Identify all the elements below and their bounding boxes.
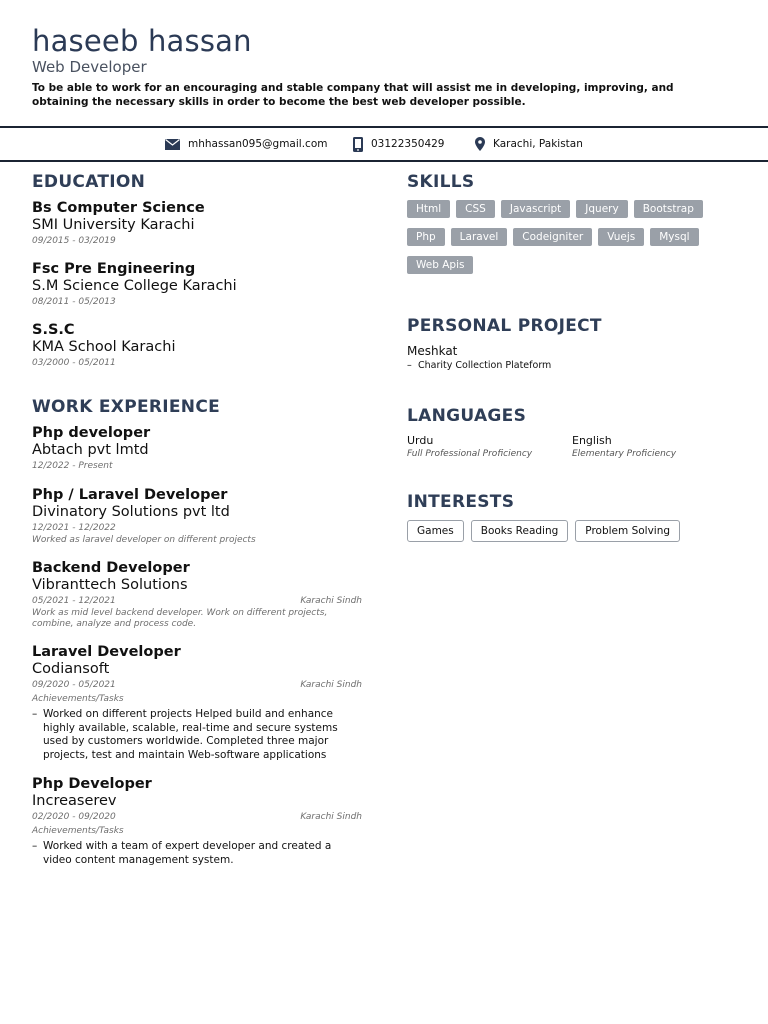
section-heading: INTERESTS <box>407 492 515 512</box>
job-entry <box>32 776 362 867</box>
job-title: Laravel Developer <box>32 644 181 660</box>
dates: 12/2021 - 12/2022 <box>32 523 116 533</box>
language-entry <box>407 434 572 460</box>
skill-tag: Bootstrap <box>634 200 703 218</box>
skill-tag: Web Apis <box>407 256 473 274</box>
interests-section <box>407 492 737 542</box>
achievements-label: Achievements/Tasks <box>32 694 124 704</box>
language-level: Full Professional Proficiency <box>407 449 533 459</box>
project-section <box>407 316 737 372</box>
section-heading: EDUCATION <box>32 172 146 192</box>
section-heading: PERSONAL PROJECT <box>407 316 602 336</box>
interest-chip: Books Reading <box>471 520 569 542</box>
interests-list <box>407 520 737 542</box>
skill-tag: Codeigniter <box>513 228 592 246</box>
project-name: Meshkat <box>407 344 458 358</box>
objective-text: To be able to work for an encouraging and stable company that will assist me in developing, improving, and obtaining the necessary skills in order to become the best web developer possible. <box>32 82 674 108</box>
skill-tag: CSS <box>456 200 495 218</box>
dates-row <box>32 810 362 824</box>
project-description <box>407 359 737 372</box>
job-title: Php developer <box>32 425 151 441</box>
job-location: Karachi Sindh <box>300 680 362 690</box>
achievement-item <box>32 840 362 867</box>
section-heading: LANGUAGES <box>407 406 527 426</box>
skill-tag: Jquery <box>576 200 627 218</box>
dates: 12/2022 - Present <box>32 461 113 471</box>
skill-tag: Javascript <box>501 200 570 218</box>
candidate-name: haseeb hassan <box>32 24 252 58</box>
contact-location <box>475 136 583 152</box>
section-heading: WORK EXPERIENCE <box>32 397 221 417</box>
education-entry <box>32 200 362 248</box>
work-section <box>32 397 362 867</box>
location-text: Karachi, Pakistan <box>493 138 583 150</box>
job-role: Web Developer <box>32 58 147 76</box>
achievements-label: Achievements/Tasks <box>32 826 124 836</box>
dates: 09/2015 - 03/2019 <box>32 236 116 246</box>
job-location: Karachi Sindh <box>300 812 362 822</box>
achievement-item <box>32 708 362 762</box>
school: S.M Science College Karachi <box>32 278 237 294</box>
phone-text: 03122350429 <box>371 138 445 150</box>
dash-bullet: – <box>407 360 412 371</box>
skills-section <box>407 172 737 274</box>
dash-bullet: – <box>32 840 38 852</box>
job-description: Work as mid level backend developer. Work on different projects, combine, analyze and process code. <box>32 608 328 629</box>
contact-email[interactable] <box>165 136 327 152</box>
contact-phone[interactable] <box>353 136 445 152</box>
languages-list <box>407 434 737 460</box>
language-name: English <box>572 434 612 447</box>
school: KMA School Karachi <box>32 339 176 355</box>
dates: 02/2020 - 09/2020 <box>32 812 116 822</box>
skill-tag: Mysql <box>650 228 698 246</box>
envelope-icon <box>165 139 180 150</box>
job-title: Php Developer <box>32 776 152 792</box>
skill-tag: Vuejs <box>598 228 644 246</box>
interest-chip: Games <box>407 520 464 542</box>
divider <box>0 126 768 128</box>
job-title: Php / Laravel Developer <box>32 487 228 503</box>
language-name: Urdu <box>407 434 434 447</box>
right-column <box>407 172 737 542</box>
skill-tag: Html <box>407 200 450 218</box>
email-text: mhhassan095@gmail.com <box>188 138 328 150</box>
divider <box>0 160 768 162</box>
project-description-text: Charity Collection Plateform <box>418 360 552 371</box>
education-section <box>32 172 362 370</box>
school: SMI University Karachi <box>32 217 195 233</box>
skill-tag: Laravel <box>451 228 508 246</box>
section-heading: SKILLS <box>407 172 475 192</box>
dash-bullet: – <box>32 708 38 720</box>
dates: 08/2011 - 05/2013 <box>32 297 116 307</box>
job-entry <box>32 487 362 546</box>
job-description: Worked as laravel developer on different projects <box>32 535 256 545</box>
company: Abtach pvt lmtd <box>32 442 149 458</box>
map-pin-icon <box>475 137 485 151</box>
skills-tags <box>407 200 737 274</box>
dates-row <box>32 594 362 608</box>
education-entry <box>32 322 362 370</box>
dates: 05/2021 - 12/2021 <box>32 596 116 606</box>
job-entry <box>32 644 362 762</box>
languages-section <box>407 406 737 460</box>
degree: S.S.C <box>32 322 75 338</box>
achievement-text: Worked on different projects Helped build and enhance highly available, scalable, real-time and secure systems used by customers worldwide. Completed three major projects, test and maintain Web-software applications <box>43 708 338 761</box>
skill-tag: Php <box>407 228 445 246</box>
education-entry <box>32 261 362 309</box>
job-entry <box>32 425 362 473</box>
job-entry <box>32 560 362 630</box>
dates-row <box>32 678 362 692</box>
company: Divinatory Solutions pvt ltd <box>32 504 230 520</box>
company: Increaserev <box>32 793 117 809</box>
left-column <box>32 172 362 881</box>
interest-chip: Problem Solving <box>575 520 680 542</box>
company: Codiansoft <box>32 661 110 677</box>
dates: 09/2020 - 05/2021 <box>32 680 116 690</box>
achievement-text: Worked with a team of expert developer and created a video content management system. <box>43 840 332 866</box>
degree: Bs Computer Science <box>32 200 205 216</box>
company: Vibranttech Solutions <box>32 577 188 593</box>
degree: Fsc Pre Engineering <box>32 261 196 277</box>
language-entry <box>572 434 737 460</box>
job-title: Backend Developer <box>32 560 190 576</box>
language-level: Elementary Proficiency <box>572 449 677 459</box>
job-location: Karachi Sindh <box>300 596 362 606</box>
dates: 03/2000 - 05/2011 <box>32 358 116 368</box>
phone-icon <box>353 137 363 152</box>
